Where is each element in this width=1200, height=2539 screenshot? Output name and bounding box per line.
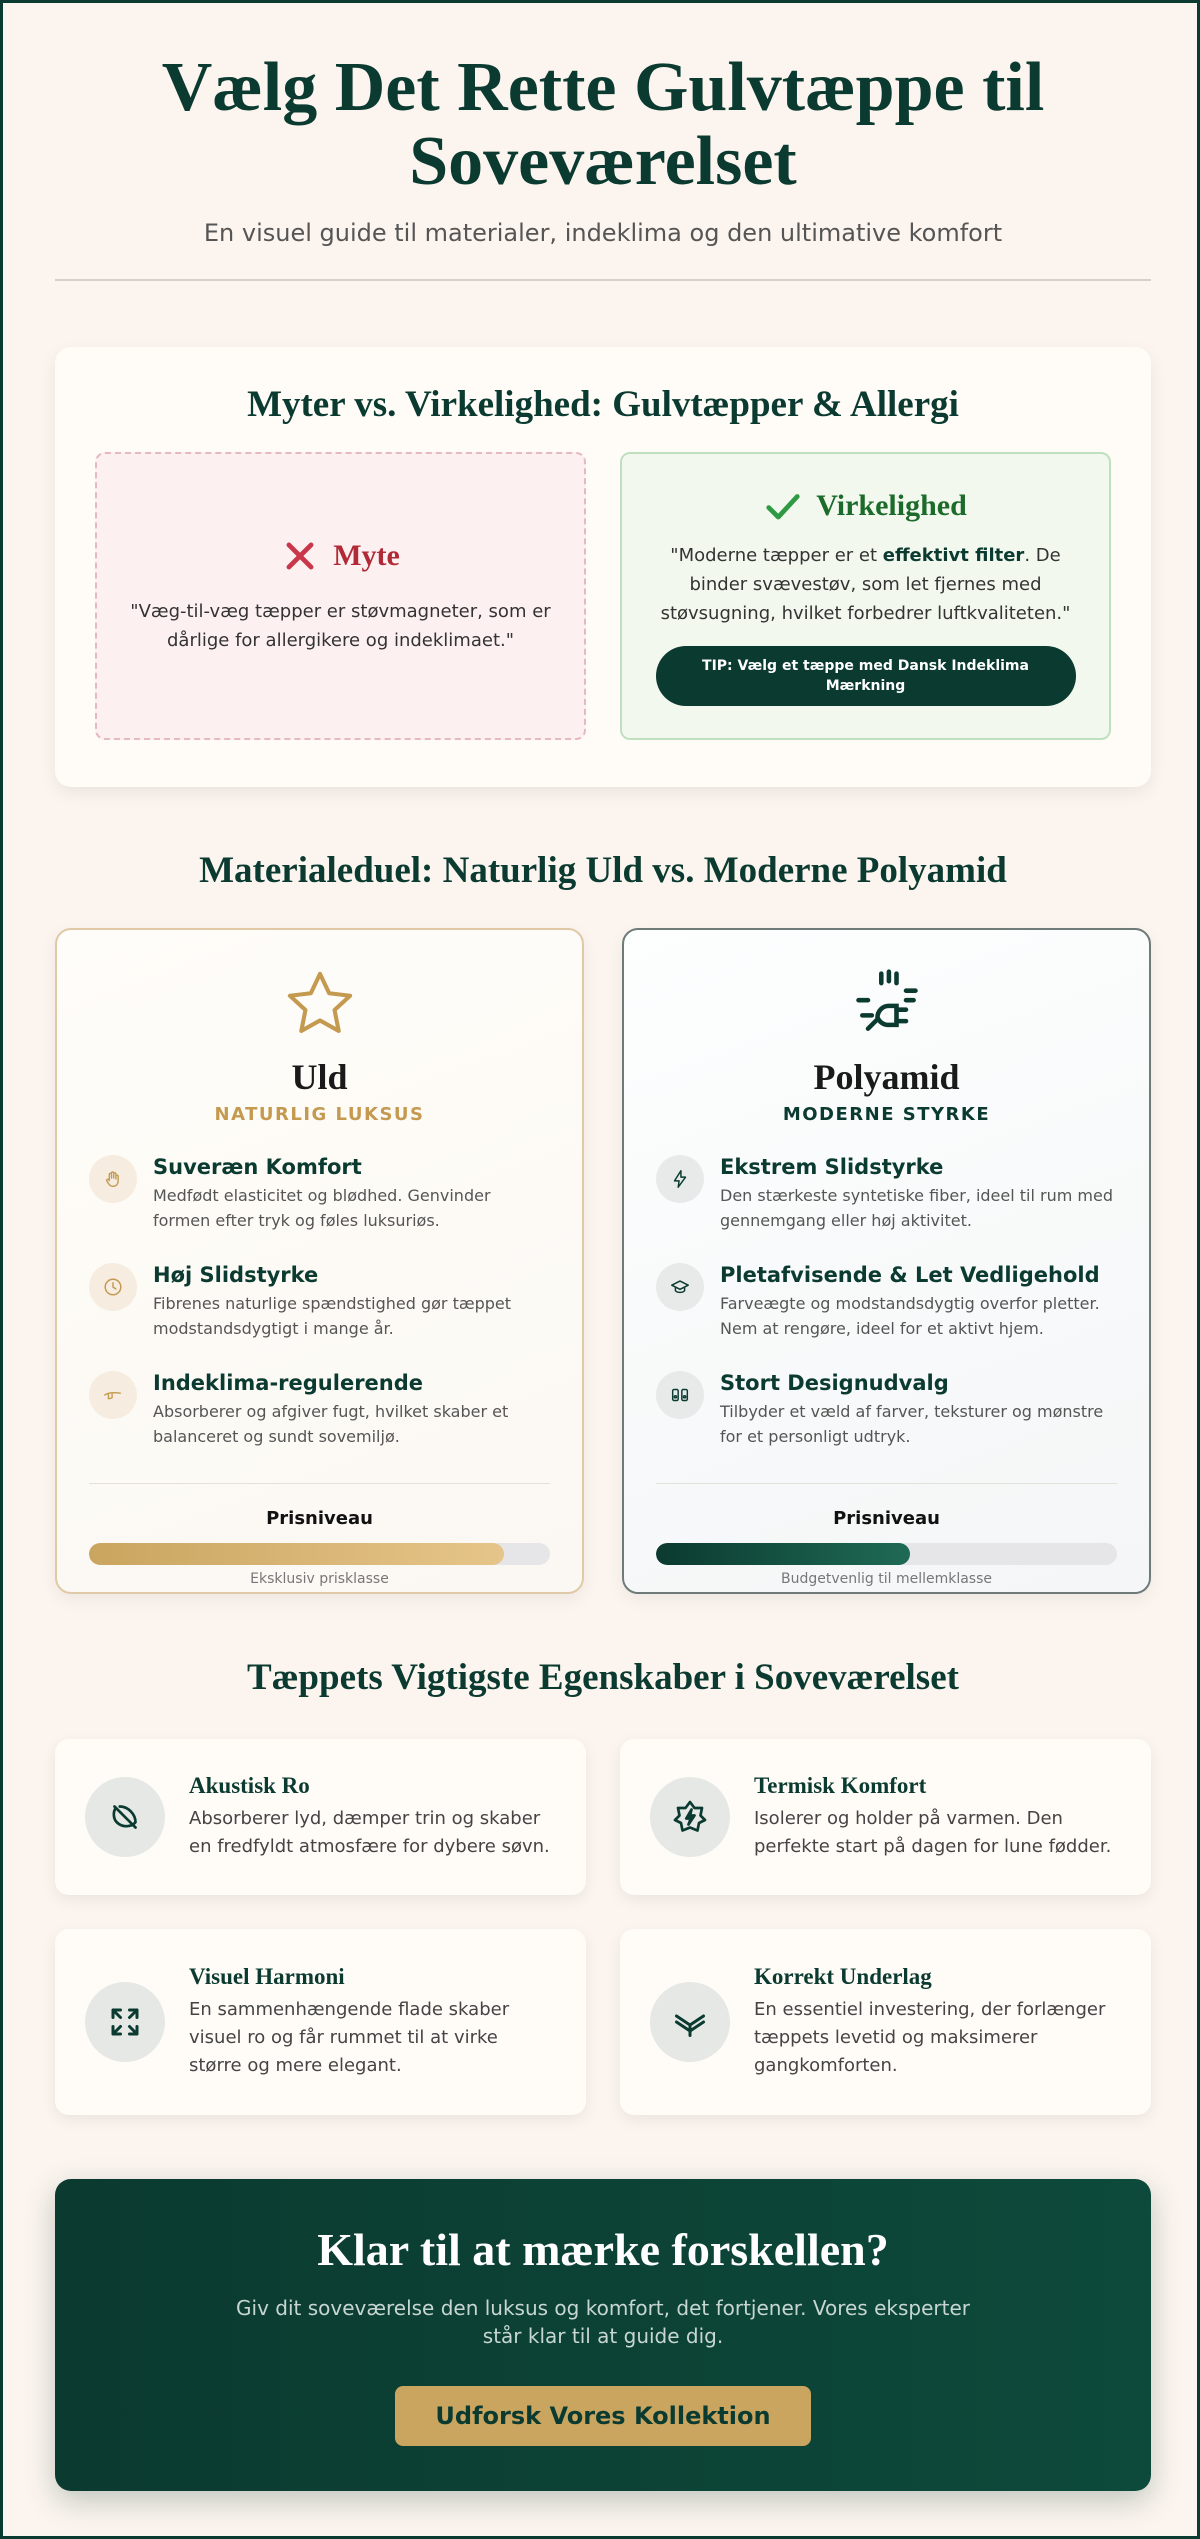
- feature-title: Stort Designudvalg: [720, 1371, 949, 1395]
- myth-head: [281, 537, 400, 575]
- page: [3, 3, 1200, 2491]
- materials-title: Materialeduel: Naturlig Uld vs. Moderne Polyamid: [199, 850, 1007, 891]
- wool-feature: [89, 1263, 550, 1341]
- page-title: Vælg Det Rette Gulvtæppe til Soveværelset: [161, 49, 1045, 200]
- properties-title: Tæppets Vigtigste Egenskaber i Soveværelset: [247, 1657, 959, 1698]
- fact-label: Virkelighed: [816, 488, 967, 522]
- wool-subtitle: NATURLIG LUKSUS: [214, 1104, 425, 1125]
- x-icon: [281, 537, 319, 575]
- myth-label: Myte: [333, 539, 400, 572]
- fact-text-after: . De binder svævestøv, som let fjernes med støvsugning, hvilket forbedrer luftkvaliteten.": [660, 544, 1071, 624]
- property-text: En essentiel investering, der forlænger tæppets levetid og maksimerer gangkomforten.: [754, 1999, 1106, 2076]
- wool-price-fill: [89, 1543, 504, 1565]
- expand-icon: [85, 1982, 165, 2062]
- feature-title: Suveræn Komfort: [153, 1155, 362, 1179]
- thermal-icon: [650, 1777, 730, 1857]
- property-card: [620, 1739, 1151, 1895]
- feature-text: Absorberer og afgiver fugt, hvilket skaber et balanceret og sundt sovemiljø.: [153, 1402, 509, 1446]
- layers-icon: [650, 1982, 730, 2062]
- header: [55, 3, 1151, 281]
- wool-name: Uld: [291, 1057, 348, 1097]
- property-card: [620, 1929, 1151, 2115]
- star-icon: [89, 966, 550, 1042]
- myth-row: [95, 452, 1111, 740]
- polyamid-name: Polyamid: [813, 1057, 960, 1097]
- myth-section-title: Myter vs. Virkelighed: Gulvtæpper & Allergi: [247, 384, 959, 425]
- fact-text-before: "Moderne tæpper er et: [670, 544, 883, 566]
- myth-box: [95, 452, 586, 740]
- feature-text: Medfødt elasticitet og blødhed. Genvinder formen efter tryk og føles luksuriøs.: [153, 1186, 491, 1230]
- wool-card: [55, 928, 584, 1594]
- property-text: Isolerer og holder på varmen. Den perfekte start på dagen for lune fødder.: [754, 1808, 1112, 1857]
- fact-text-bold: effektivt filter: [882, 544, 1025, 566]
- hand-icon: [89, 1155, 137, 1203]
- polyamid-price-bar: [656, 1543, 1117, 1565]
- property-title: Korrekt Underlag: [754, 1964, 932, 1989]
- polyamid-feature: [656, 1371, 1117, 1449]
- property-text: Absorberer lyd, dæmper trin og skaber en fredfyldt atmosfære for dybere søvn.: [189, 1808, 550, 1857]
- feature-title: Indeklima-regulerende: [153, 1371, 424, 1395]
- price-label: Prisniveau: [266, 1508, 373, 1529]
- properties-grid: [55, 1739, 1151, 2115]
- property-card: [55, 1929, 586, 2115]
- check-icon: [764, 487, 802, 525]
- polyamid-feature: [656, 1263, 1117, 1341]
- polyamid-price-fill: [656, 1543, 910, 1565]
- polyamid-feature: [656, 1155, 1117, 1233]
- sound-icon: [85, 1777, 165, 1857]
- cta-section: [55, 2179, 1151, 2491]
- price-label: Prisniveau: [833, 1508, 940, 1529]
- feature-title: Høj Slidstyrke: [153, 1263, 319, 1287]
- explore-collection-button[interactable]: Udforsk Vores Kollektion: [395, 2386, 811, 2446]
- materials-row: [55, 928, 1151, 1594]
- plug-icon: [656, 966, 1117, 1042]
- polyamid-card: [622, 928, 1151, 1594]
- property-text: En sammenhængende flade skaber visuel ro og får rummet til at virke større og mere elegant.: [189, 1999, 510, 2076]
- divider: [656, 1483, 1117, 1484]
- fact-text: [652, 541, 1079, 628]
- myth-section: [55, 347, 1151, 787]
- page-subtitle: En visuel guide til materialer, indeklima og den ultimative komfort: [203, 219, 1003, 247]
- polyamid-subtitle: MODERNE STYRKE: [782, 1104, 991, 1125]
- fact-head: [764, 487, 967, 525]
- property-title: Visuel Harmoni: [189, 1964, 345, 1989]
- feature-text: Den stærkeste syntetiske fiber, ideel til rum med gennemgang eller høj aktivitet.: [720, 1186, 1113, 1230]
- myth-text: "Væg-til-væg tæpper er støvmagneter, som er dårlige for allergikere og indeklimaet.": [130, 601, 551, 651]
- feature-text: Fibrenes naturlige spændstighed gør tæppet modstandsdygtigt i mange år.: [153, 1294, 511, 1338]
- fact-box: [620, 452, 1111, 740]
- wool-price-bar: [89, 1543, 550, 1565]
- palette-icon: [656, 1371, 704, 1419]
- wool-feature: [89, 1155, 550, 1233]
- tip-badge: TIP: Vælg et tæppe med Dansk Indeklima Mærkning: [656, 646, 1076, 706]
- clock-icon: [89, 1263, 137, 1311]
- header-divider: [55, 279, 1151, 281]
- polyamid-price-note: Budgetvenlig til mellemklasse: [780, 1571, 993, 1587]
- property-card: [55, 1739, 586, 1895]
- feature-title: Pletafvisende & Let Vedligehold: [720, 1263, 1100, 1287]
- property-title: Akustisk Ro: [189, 1773, 310, 1798]
- wool-price-note: Eksklusiv prisklasse: [250, 1571, 389, 1587]
- shield-icon: [656, 1263, 704, 1311]
- wool-feature: [89, 1371, 550, 1449]
- feature-title: Ekstrem Slidstyrke: [720, 1155, 944, 1179]
- leaf-icon: [89, 1371, 137, 1419]
- cta-title: Klar til at mærke forskellen?: [317, 2224, 889, 2275]
- lightning-icon: [656, 1155, 704, 1203]
- divider: [89, 1483, 550, 1484]
- feature-text: Tilbyder et væld af farver, teksturer og mønstre for et personligt udtryk.: [720, 1402, 1104, 1446]
- cta-text: Giv dit soveværelse den luksus og komfort, det fortjener. Vores eksperter står klar til at guide dig.: [236, 2296, 970, 2348]
- feature-text: Farveægte og modstandsdygtig overfor pletter. Nem at rengøre, ideel for et aktivt hjem.: [720, 1294, 1100, 1338]
- property-title: Termisk Komfort: [754, 1773, 927, 1798]
